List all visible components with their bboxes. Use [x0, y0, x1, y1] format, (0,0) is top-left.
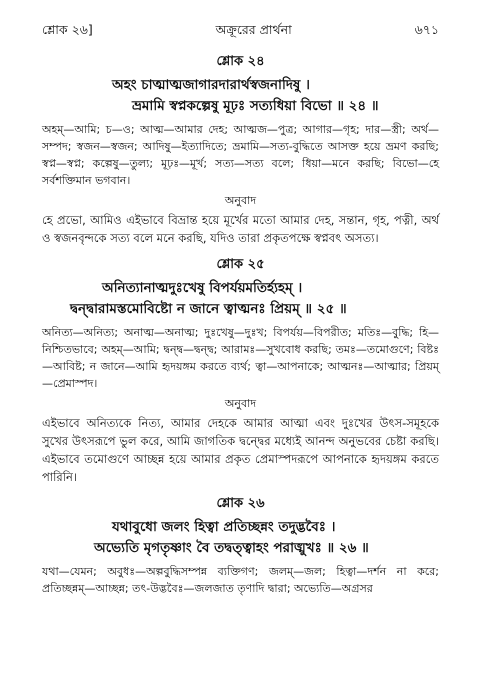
sanskrit-line-2: অভ্যেতি মৃগতৃষ্ণাং বৈ তদ্বত্ত্বাহং পরাঙ্মুখঃ ॥ ২৬ ॥: [94, 540, 369, 556]
sanskrit-verse: [42, 75, 439, 117]
page-header: [42, 22, 439, 44]
synonyms-paragraph: যথা—যেমন; অবুধঃ—অল্পবুদ্ধিসম্পন্ন ব্যক্তিগণ; জলম্—জল; হিত্বা—দর্শন না করে; প্রতিচ্ছন্নম্—আচ্ছন্ন; তৎ-উদ্ভবৈঃ—জলজাত তৃণাদি দ্বারা; অভ্যেতি—অগ্রসর: [42, 565, 439, 595]
sanskrit-line-2: দ্বন্দ্বারামস্তমোবিষ্টো ন জানে ত্বাত্মনঃ প্রিয়ম্ ॥ ২৫ ॥: [70, 301, 347, 317]
sanskrit-verse: [42, 278, 439, 320]
sanskrit-line-1: অনিত্যানাত্মদুঃখেষু বিপর্যয়মতির্হ্যহম্ ।: [102, 280, 303, 296]
verse-25: [42, 255, 439, 486]
header-verse-ref: শ্লোক ২৬]: [42, 22, 93, 37]
translation-paragraph: হে প্রভো, আমিও এইভাবে বিভ্রান্ত হয়ে মূর্খের মতো আমার দেহ, সন্তান, গৃহ, পত্নী, অর্থ ও স্বজনবৃন্দকে সত্য বলে মনে করছি, যদিও তারা প্রকৃতপক্ষে স্বপ্নবৎ অসত্য।: [42, 213, 439, 245]
header-page-number: ৬৭১: [414, 22, 439, 37]
synonyms-paragraph: অনিত্য—অনিত্য; অনাত্ম—অনাত্ম; দুঃখেষু—দুঃখ; বিপর্যয়—বিপরীত; মতিঃ—বুদ্ধি; হি—নিশ্চিতভাবে; অহম্—আমি; দ্বন্দ্ব—দ্বন্দ্ব; আরামঃ—সুখবোধ করছি; তমঃ—তমোগুণে; বিষ্টঃ—আবিষ্ট; ন জানে—আমি হৃদয়ঙ্গম করতে ব্যর্থ; ত্বা—আপনাকে; আত্মনঃ—আত্মার; প্রিয়ম্—প্রেমাস্পদ।: [42, 326, 439, 390]
sanskrit-verse: [42, 517, 439, 559]
verse-heading: শ্লোক ২৬: [216, 496, 265, 511]
translation-label: অনুবাদ: [224, 194, 257, 207]
translation-label: অনুবাদ: [224, 397, 257, 410]
sanskrit-line-2: ভ্রমামি স্বপ্নকল্পেষু মূঢ়ঃ সত্যধিয়া বিভো ॥ ২৪ ॥: [132, 98, 379, 114]
verse-24: [42, 52, 439, 247]
verse-heading: শ্লোক ২৫: [216, 257, 265, 272]
sanskrit-line-1: অহং চাত্মাত্মজাগারদারার্থস্বজনাদিষু ।: [112, 77, 310, 93]
verse-26: [42, 494, 439, 597]
synonyms-paragraph: অহম্—আমি; চ—ও; আত্ম—আমার দেহ; আত্মজ—পুত্র; আগার—গৃহ; দার—স্ত্রী; অর্থ—সম্পদ; স্বজন—স্বজন; আদিষু—ইত্যাদিতে; ভ্রমামি—সত্য-বুদ্ধিতে আসক্ত হয়ে ভ্রমণ করছি; স্বপ্ন—স্বপ্ন; কল্পেষু—তুল্য; মূঢ়ঃ—মূর্খ; সত্য—সত্য বলে; ধিয়া—মনে করছি; বিভো—হে সর্বশক্তিমান ভগবান।: [42, 123, 439, 187]
header-chapter-title: অক্রূরের প্রার্থনা: [215, 22, 292, 37]
sanskrit-line-1: যথাবুধো জলং হিত্বা প্রতিচ্ছন্নং তদুদ্ভবৈঃ ।: [112, 519, 336, 535]
verse-heading: শ্লোক ২৪: [216, 54, 265, 69]
translation-paragraph: এইভাবে অনিত্যকে নিত্য, আমার দেহকে আমার আত্মা এবং দুঃখের উৎস-সমূহকে সুখের উৎসরূপে ভুল করে, আমি জাগতিক দ্বন্দ্বের মধ্যেই আনন্দ অনুভবের চেষ্টা করছি। এইভাবে তমোগুণে আচ্ছন্ন হয়ে আমার প্রকৃত প্রেমাস্পদরূপে আপনাকে হৃদয়ঙ্গম করতে পারিনি।: [42, 416, 439, 484]
